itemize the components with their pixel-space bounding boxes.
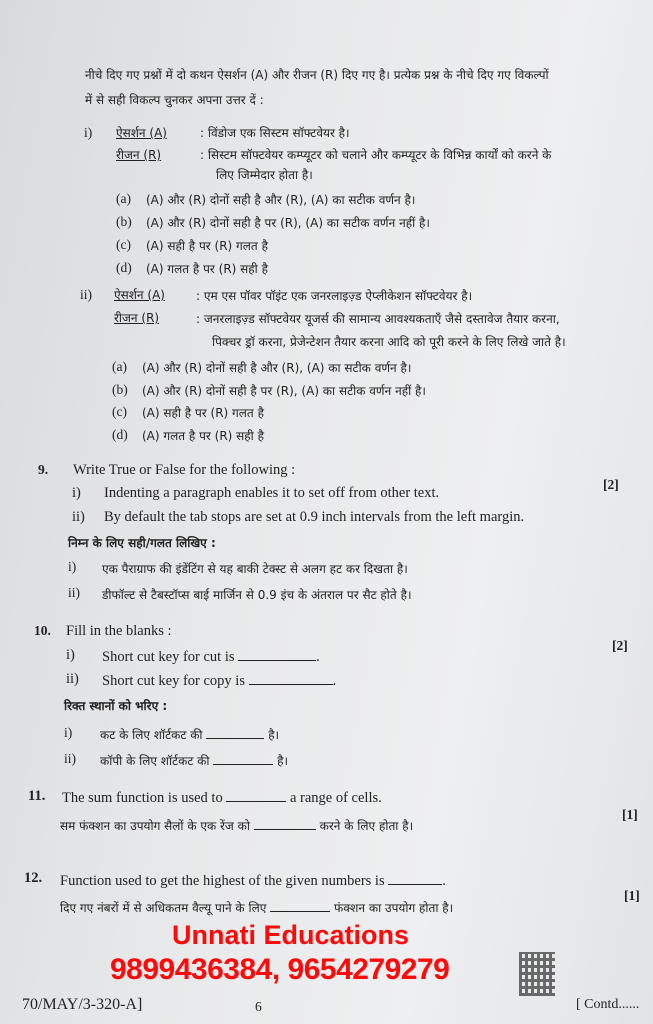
page-number: 6 — [255, 999, 262, 1014]
q10-hindi-line — [100, 726, 279, 744]
punct: है। — [277, 754, 289, 768]
q11-hindi-text: सम फंक्शन का उपयोग सैलों के एक रेंज को — [60, 819, 250, 833]
q9-marks: [2] — [603, 477, 619, 492]
q10-hindi-line — [100, 752, 288, 770]
option-text: (A) और (R) दोनों सही है और (R), (A) का सटीक वर्णन है। — [142, 361, 412, 375]
answer-blank[interactable] — [254, 817, 316, 830]
q12-hindi-text-2: फंक्शन का उपयोग होता है। — [334, 901, 454, 915]
q12-line — [60, 872, 446, 890]
watermark-brand: Unnati Educations — [172, 920, 410, 950]
option-label: (a) — [112, 359, 127, 374]
q8-ii-reason-label: रीजन (R) — [114, 311, 160, 325]
watermark-phone: 9899436384, 9654279279 — [110, 953, 450, 986]
answer-blank[interactable] — [206, 726, 264, 739]
option-label: (b) — [116, 214, 132, 229]
item-number: ii) — [66, 671, 79, 687]
item-number: ii) — [64, 751, 76, 766]
q9-statement: By default the tab stops are set at 0.9 inch intervals from the left margin. — [104, 509, 525, 525]
q9-number: 9. — [38, 462, 49, 477]
q12-marks: [1] — [624, 888, 640, 903]
item-number: i) — [68, 559, 77, 574]
q8-ii-reason-text-2: पिक्चर ड्रॉ करना, प्रेजेन्टेशन तैयार करना आदि को पूरी करने के लिए लिखे जाते है। — [212, 335, 566, 349]
item-number: i) — [66, 647, 75, 663]
q12-hindi-line — [60, 899, 453, 917]
q10-title: Fill in the blanks : — [66, 623, 172, 639]
option-text: (A) सही है पर (R) गलत है — [146, 239, 268, 253]
q10-hindi-text: कट के लिए शॉर्टकट की — [100, 728, 203, 742]
q8-ii-reason-text: : जनरलाइज़्ड सॉफ्टवेयर यूजर्स की सामान्य आवश्यकताएँ जैसे दस्तावेज तैयार करना, — [196, 312, 560, 326]
q8-i-reason-text: : सिस्टम सॉफ्टवेयर कम्प्यूटर को चलाने और कम्प्यूटर के विभिन्न कार्यों को करने के — [200, 148, 552, 162]
q9-title: Write True or False for the following : — [73, 462, 296, 478]
answer-blank[interactable] — [270, 899, 330, 912]
option-label: (c) — [112, 404, 127, 419]
answer-blank[interactable] — [388, 872, 442, 885]
q9-hindi-title: निम्न के लिए सही/गलत लिखिए : — [68, 536, 216, 550]
q10-blank-line — [102, 648, 320, 666]
q9-hindi-statement: डीफॉल्ट से टैबस्टॉप्स बाई मार्जिन से 0.9 इंच के अंतराल पर सैट होते है। — [102, 588, 412, 602]
q8-ii-assertion-text: : एम एस पॉवर पॉइंट एक जनरलाइज़्ड ऐप्लीकेशन सॉफ्टवेयर है। — [196, 289, 473, 303]
item-number: ii) — [68, 585, 80, 600]
q10-text: Short cut key for copy is — [102, 673, 245, 689]
q11-line — [62, 789, 382, 807]
option-text: (A) गलत है पर (R) सही है — [142, 429, 264, 443]
option-label: (d) — [116, 260, 132, 275]
q10-hindi-text: कॉपी के लिए शॉर्टकट की — [100, 754, 210, 768]
item-number: i) — [64, 725, 73, 740]
q8-ii-assertion-label: ऐसर्शन (A) — [114, 288, 165, 302]
item-number: ii) — [72, 509, 85, 525]
answer-blank[interactable] — [226, 789, 286, 802]
q10-marks: [2] — [612, 638, 628, 653]
paper-code: 70/MAY/3-320-A] — [22, 996, 143, 1013]
q9-statement: Indenting a paragraph enables it to set off from other text. — [104, 485, 440, 501]
option-text: (A) और (R) दोनों सही है पर (R), (A) का सटीक वर्णन नहीं है। — [142, 384, 426, 398]
continued-label: [ Contd...... — [576, 997, 640, 1012]
q8-ii-number: ii) — [80, 287, 92, 302]
option-text: (A) गलत है पर (R) सही है — [146, 262, 268, 276]
punct: . — [442, 873, 446, 889]
q12-number: 12. — [24, 870, 43, 886]
q9-hindi-statement: एक पैराग्राफ की इंडेंटिंग से यह बाकी टेक्स्ट से अलग हट कर दिखता है। — [102, 562, 408, 576]
q8-i-assertion-label: ऐसर्शन (A) — [116, 126, 167, 140]
intro-line-2: में से सही विकल्प चुनकर अपना उत्तर दें : — [85, 93, 264, 107]
answer-blank[interactable] — [238, 648, 316, 661]
answer-blank[interactable] — [249, 672, 333, 685]
q8-i-number: i) — [84, 125, 93, 140]
option-label: (a) — [116, 191, 131, 206]
option-text: (A) और (R) दोनों सही है पर (R), (A) का सटीक वर्णन नहीं है। — [146, 216, 430, 230]
q11-hindi-line — [60, 817, 413, 835]
q8-i-reason-text-2: लिए जिम्मेदार होता है। — [216, 168, 313, 182]
intro-line-1: नीचे दिए गए प्रश्नों में दो कथन ऐसर्शन (A) और रीजन (R) दिए गए है। प्रत्येक प्रश्न के नीचे दिए गए विकल्पों — [85, 68, 549, 82]
option-label: (c) — [116, 237, 131, 252]
item-number: i) — [72, 485, 81, 501]
q11-marks: [1] — [622, 807, 638, 822]
q11-number: 11. — [28, 788, 46, 804]
answer-blank[interactable] — [213, 752, 273, 765]
q12-hindi-text: दिए गए नंबरों में से अधिकतम वैल्यू पाने के लिए — [60, 901, 267, 915]
q11-hindi-text-2: करने के लिए होता है। — [319, 819, 414, 833]
q12-text: Function used to get the highest of the given numbers is — [60, 873, 385, 889]
qr-code-icon — [519, 952, 555, 996]
option-text: (A) और (R) दोनों सही है और (R), (A) का सटीक वर्णन है। — [146, 193, 416, 207]
q10-text: Short cut key for cut is — [102, 649, 235, 665]
q10-hindi-title: रिक्त स्थानों को भरिए : — [64, 699, 168, 713]
punct: . — [316, 649, 320, 665]
q8-i-reason-label: रीजन (R) — [116, 148, 162, 162]
q8-i-assertion-text: : विंडोज एक सिस्टम सॉफ्टवेयर है। — [200, 126, 350, 140]
q10-number: 10. — [34, 623, 51, 638]
option-label: (d) — [112, 427, 128, 442]
option-text: (A) सही है पर (R) गलत है — [142, 406, 264, 420]
punct: . — [332, 673, 337, 689]
q11-text: The sum function is used to — [62, 790, 223, 806]
option-label: (b) — [112, 382, 128, 397]
q11-text-2: a range of cells. — [289, 790, 382, 806]
q10-blank-line — [102, 672, 336, 690]
punct: है। — [268, 728, 280, 742]
